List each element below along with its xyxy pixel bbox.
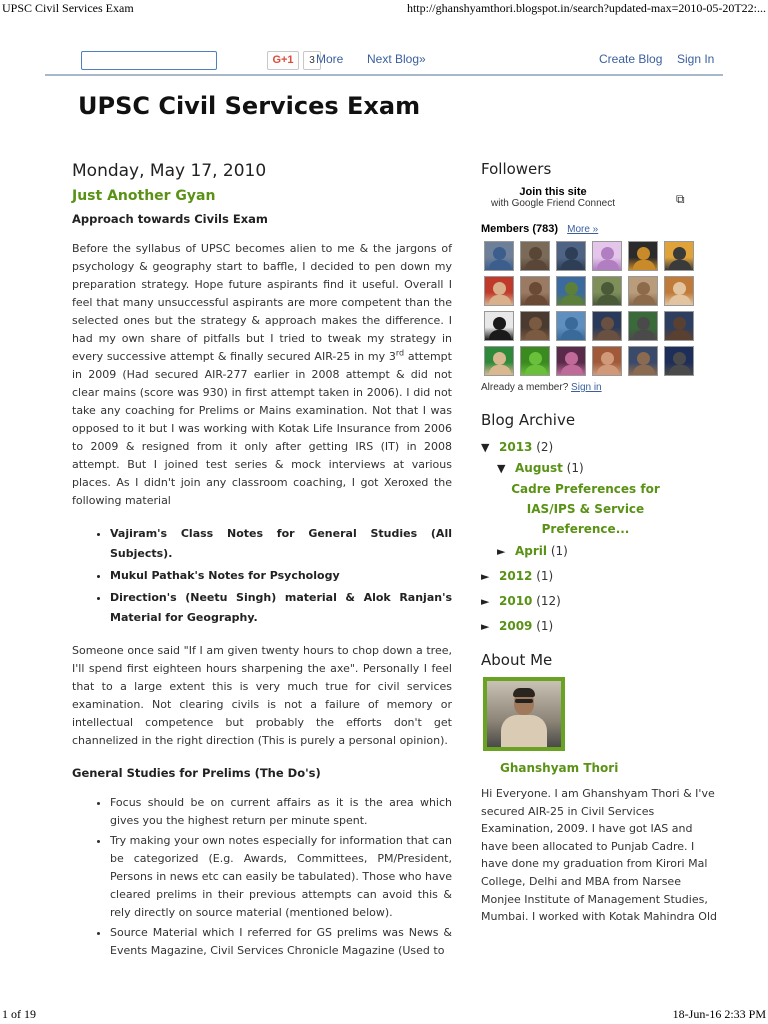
followers-heading: Followers	[481, 160, 552, 178]
post-quote-paragraph: Someone once said "If I am given twenty hours to chop down a tree, I'll spend first eighteen hours sharpening the axe". Personally I feel that to a large extent this is very much true for civil services examination. Not clearing civils is not a failure of memory or intellectual competence but probably the efforts don't get channelized in the right direction (This is purely a personal opinion).	[72, 644, 452, 747]
blog-archive-heading: Blog Archive	[481, 411, 576, 429]
members-more-link[interactable]: More »	[567, 224, 599, 235]
triangle-right-icon[interactable]: ►	[481, 570, 490, 583]
member-avatar[interactable]	[484, 346, 514, 376]
navbar-next-blog-link[interactable]: Next Blog»	[367, 52, 426, 66]
member-avatar[interactable]	[664, 346, 694, 376]
member-avatar[interactable]	[520, 276, 550, 306]
archive-link[interactable]: April	[515, 544, 548, 558]
blog-archive	[481, 411, 721, 637]
navbar-search-input[interactable]	[81, 51, 217, 70]
join-site-label[interactable]: Join this site	[519, 186, 587, 198]
profile-name-link[interactable]: Ghanshyam Thori	[500, 761, 619, 775]
copy-icon[interactable]: ⧉	[676, 192, 685, 206]
triangle-right-icon[interactable]: ►	[481, 595, 490, 608]
member-avatar[interactable]	[556, 276, 586, 306]
list-item: • Mukul Pathak's Notes for Psychology	[110, 566, 452, 586]
archive-year-2012: ► 2012 (1)	[481, 566, 721, 587]
navbar-create-blog-link[interactable]: Create Blog	[599, 52, 663, 66]
post-column	[72, 160, 452, 974]
members-count: Members (783)	[481, 223, 559, 235]
print-page-number: 1 of 19	[2, 1007, 36, 1021]
list-item: • Focus should be on current affairs as it is the area which gives you the highest return per minute spent.	[110, 794, 452, 830]
navbar-sign-in-link[interactable]: Sign In	[677, 52, 715, 66]
member-avatar[interactable]	[520, 346, 550, 376]
list-item: • Vajiram's Class Notes for General Studies (All Subjects).	[110, 524, 452, 564]
post-date: Monday, May 17, 2010	[72, 161, 267, 181]
google-plus-one-button[interactable]: G+1	[267, 51, 299, 70]
about-me-heading: About Me	[481, 651, 553, 669]
join-site-button[interactable]	[483, 186, 623, 209]
list-item: • Source Material which I referred for GS prelims was News & Events Magazine, Civil Services Chronicle Magazine (Used to	[110, 924, 452, 960]
google-plus-count: 3	[303, 51, 321, 70]
archive-year-2010: ► 2010 (12)	[481, 591, 721, 612]
archive-link[interactable]: August	[515, 461, 563, 475]
member-avatar[interactable]	[592, 241, 622, 271]
member-avatar[interactable]	[556, 241, 586, 271]
print-header-url: http://ghanshyamthori.blogspot.in/search?updated-max=2010-05-20T22:...	[406, 1, 766, 15]
member-avatar[interactable]	[628, 241, 658, 271]
post-subtitle: Approach towards Civils Exam	[72, 212, 268, 226]
list-item: • Direction's (Neetu Singh) material & Alok Ranjan's Material for Geography.	[110, 588, 452, 628]
profile-bio: Hi Everyone. I am Ghanshyam Thori & I've secured AIR-25 in Civil Services Examination, 2009. I have got IAS and have been allocated to Punjab Cadre. I have done my graduation from Kirori Mal College, Delhi and MBA from Narsee Monjee Institute of Management Studies, Mumbai. I worked with Kotak Mahindra Old	[481, 787, 717, 924]
member-avatar[interactable]	[664, 276, 694, 306]
already-member-text: Already a member?	[481, 382, 569, 393]
member-avatar[interactable]	[556, 346, 586, 376]
blog-title[interactable]: UPSC Civil Services Exam	[78, 92, 421, 120]
triangle-right-icon[interactable]: ►	[497, 545, 506, 558]
profile-photo[interactable]	[483, 677, 565, 751]
archive-link[interactable]: 2009	[499, 619, 533, 633]
blogger-navbar	[45, 45, 723, 76]
member-avatar[interactable]	[664, 311, 694, 341]
sidebar	[481, 160, 721, 926]
member-avatar[interactable]	[628, 346, 658, 376]
list-item: • Try making your own notes especially for information that can be categorized (E.g. Awards, Committees, PM/President, Persons in news etc can easily be tabulated). Those who have cleared prelims in their previous attempts can avoid this & rely directly on source material (mentioned below).	[110, 832, 452, 922]
archive-post-link[interactable]: Cadre Preferences for IAS/IPS & Service Preference...	[511, 482, 660, 536]
archive-link[interactable]: 2010	[499, 594, 533, 608]
materials-list	[110, 524, 452, 628]
member-avatar[interactable]	[520, 241, 550, 271]
member-avatar[interactable]	[592, 346, 622, 376]
archive-year-2013: ▼ 2013 (2)	[481, 437, 721, 458]
already-member-row	[481, 382, 721, 393]
member-avatar[interactable]	[484, 276, 514, 306]
member-avatar[interactable]	[592, 311, 622, 341]
archive-year-2009: ► 2009 (1)	[481, 616, 721, 637]
archive-month-april: ► April (1)	[497, 541, 721, 562]
dos-list	[110, 794, 452, 960]
archive-link[interactable]: 2013	[499, 440, 533, 454]
navbar-more-link[interactable]: More	[316, 52, 344, 66]
archive-month-august: ▼ August (1)	[497, 458, 721, 479]
member-avatar[interactable]	[520, 311, 550, 341]
sidebar-sign-in-link[interactable]: Sign in	[571, 382, 602, 393]
member-avatar-grid	[484, 241, 721, 376]
triangle-down-icon[interactable]: ▼	[481, 441, 490, 454]
member-avatar[interactable]	[484, 311, 514, 341]
member-avatar[interactable]	[556, 311, 586, 341]
archive-link[interactable]: 2012	[499, 569, 533, 583]
join-site-sub: with Google Friend Connect	[491, 198, 615, 209]
post-title-link[interactable]: Just Another Gyan	[72, 188, 216, 204]
about-me	[481, 651, 721, 926]
member-avatar[interactable]	[628, 276, 658, 306]
post-intro-paragraph: Before the syllabus of UPSC becomes alien to me & the jargons of psychology & geography start to baffle, I decided to pen down my preparation strategy. Hope future aspirants find it useful. Overall I feel that many unsuccessful aspirants are more competent than the selected ones but the strategy & approach makes the difference. I had my own share of pitfalls but I tried to tweak my strategy in every successive attempt & finally secured AIR-25 in my 3rd attempt in 2009 (Had secured AIR-277 earlier in 2008 attempt & did not clear mains (score was 930) in first attempt taken in 2006). I did not take any coaching for Prelims or Mains examination. Not that I was opposed to it but I was working with Kotak Life Insurance from 2006 to 2009 & resigned from it only after getting IRS (IT) in 2008 attempt. But I joined test series & mock interviews at various places. As I didn't join any classroom coaching, I got Xeroxed the following material	[72, 242, 452, 507]
print-footer	[0, 1004, 768, 1024]
print-header-title: UPSC Civil Services Exam	[2, 1, 134, 15]
member-avatar[interactable]	[628, 311, 658, 341]
member-avatar[interactable]	[592, 276, 622, 306]
triangle-right-icon[interactable]: ►	[481, 620, 490, 633]
member-avatar[interactable]	[664, 241, 694, 271]
triangle-down-icon[interactable]: ▼	[497, 462, 506, 475]
members-row	[481, 223, 721, 235]
member-avatar[interactable]	[484, 241, 514, 271]
section-heading: General Studies for Prelims (The Do's)	[72, 766, 321, 780]
print-header	[0, 0, 768, 18]
print-timestamp: 18-Jun-16 2:33 PM	[672, 1007, 766, 1021]
